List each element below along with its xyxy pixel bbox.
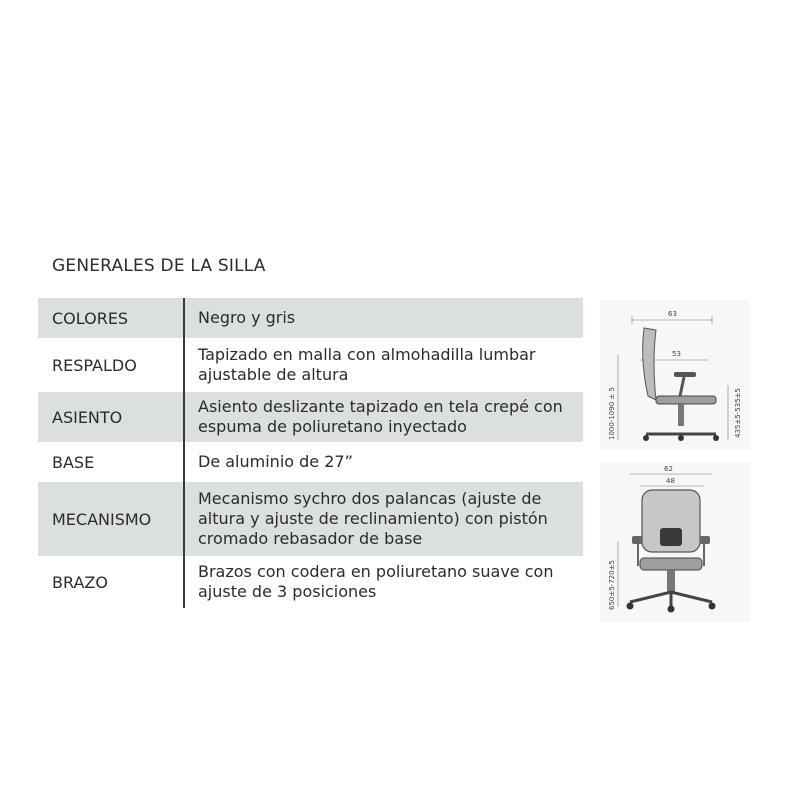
spec-label: BASE bbox=[52, 452, 95, 472]
spec-label: BRAZO bbox=[52, 572, 108, 592]
spec-row-base bbox=[38, 442, 583, 482]
dim-height-total: 1000-1090 ± 5 bbox=[608, 387, 616, 440]
spec-label: COLORES bbox=[52, 308, 129, 328]
spec-row-asiento bbox=[38, 392, 583, 442]
dim-seat-height: 435±5-535±5 bbox=[734, 388, 742, 438]
spec-row-respaldo bbox=[38, 338, 583, 392]
dim-front-width-back: 48 bbox=[666, 477, 675, 485]
specs-table bbox=[38, 298, 583, 608]
column-divider bbox=[183, 298, 185, 608]
spec-label: MECANISMO bbox=[52, 509, 152, 529]
spec-value: Mecanismo sychro dos palancas (ajuste de altura y ajuste de reclinamiento) con pistón cromado rebasador de base bbox=[198, 489, 548, 548]
spec-value: Tapizado en malla con almohadilla lumbar ajustable de altura bbox=[198, 345, 536, 384]
section-title: GENERALES DE LA SILLA bbox=[52, 256, 266, 276]
chair-front-view-drawing bbox=[600, 462, 750, 622]
spec-label: RESPALDO bbox=[52, 355, 137, 375]
dim-width-total: 63 bbox=[668, 310, 677, 318]
spec-value: Asiento deslizante tapizado en tela crepé con espuma de poliuretano inyectado bbox=[198, 397, 563, 436]
spec-row-colores bbox=[38, 298, 583, 338]
dim-front-width-total: 62 bbox=[664, 465, 673, 473]
spec-value: Negro y gris bbox=[198, 308, 296, 327]
spec-label: ASIENTO bbox=[52, 407, 123, 427]
spec-row-mecanismo bbox=[38, 482, 583, 556]
spec-value: De aluminio de 27” bbox=[198, 452, 353, 471]
dim-width-seat: 53 bbox=[672, 350, 681, 358]
spec-value: Brazos con codera en poliuretano suave con ajuste de 3 posiciones bbox=[198, 562, 554, 601]
spec-row-brazo bbox=[38, 556, 583, 608]
chair-side-view-drawing bbox=[600, 300, 750, 450]
dim-arm-height: 650±5-720±5 bbox=[608, 560, 616, 610]
